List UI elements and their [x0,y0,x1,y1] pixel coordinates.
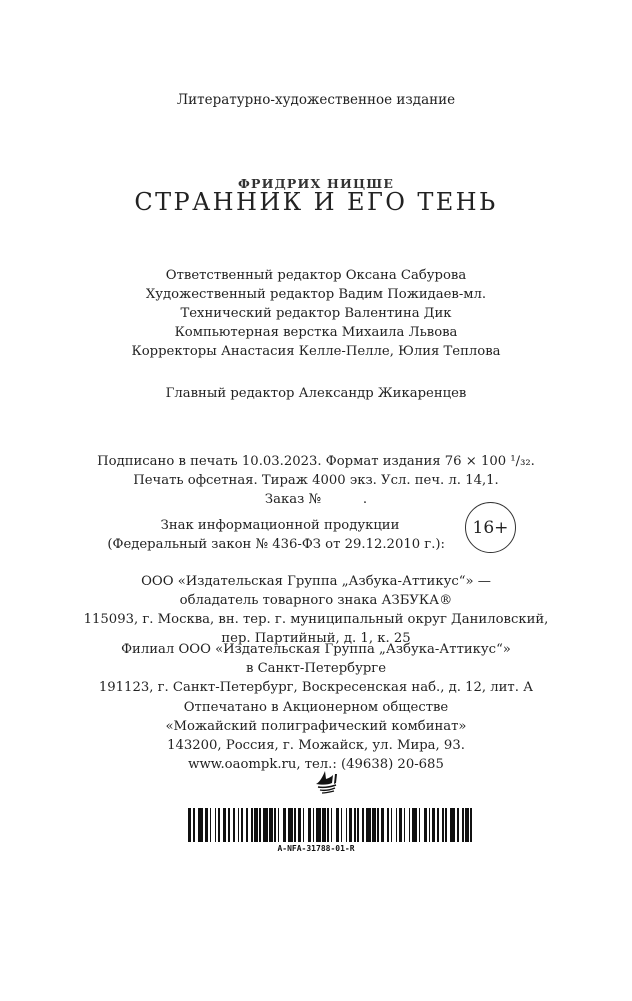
publisher-block [0,572,632,648]
edition-type: Литературно-художественное издание [176,92,456,108]
info-sign-line: (Федеральный закон № 436-ФЗ от 29.12.2010 г.): [107,537,445,552]
barcode-text: A-NFA-31788-01-R [277,844,355,853]
credit-line: Компьютерная верстка Михаила Львова [174,325,458,340]
publisher-line: обладатель товарного знака АЗБУКА® [179,593,453,608]
printer-line: www.oaompk.ru, тел.: (49638) 20-685 [188,757,444,772]
barcode [188,808,476,842]
print-info-line: Печать офсетная. Тираж 4000 экз. Усл. печ. л. 14,1. [133,473,499,488]
print-info-line: Заказ № . [264,492,368,507]
credit-line: Художественный редактор Вадим Пожидаев-мл. [145,287,487,302]
printer-line: «Можайский полиграфический комбинат» [165,719,467,734]
info-sign-line: Знак информационной продукции [160,518,400,533]
author-name: ФРИДРИХ НИЦШЕ [237,176,395,191]
age-rating-badge: 16+ [465,502,516,553]
branch-block [0,640,632,697]
print-info-block [0,452,632,509]
book-title: СТРАННИК И ЕГО ТЕНЬ [134,188,498,216]
publisher-line: ООО «Издательская Группа „Азбука-Аттикус“» — [141,574,491,589]
credit-line: Корректоры Анастасия Келле-Пелле, Юлия Теплова [131,344,501,359]
credit-line: Технический редактор Валентина Дик [180,306,452,321]
printer-logo-icon [314,770,340,794]
print-info-line: Подписано в печать 10.03.2023. Формат издания 76 × 100 ¹/₃₂. [97,454,535,469]
credits-block [0,266,632,361]
publisher-line: 115093, г. Москва, вн. тер. г. муниципальный округ Даниловский, [83,612,549,627]
publisher-line: пер. Партийный, д. 1, к. 25 [221,631,411,646]
printer-block [0,698,632,774]
printer-line: Отпечатано в Акционерном обществе [183,700,449,715]
branch-line: 191123, г. Санкт-Петербург, Воскресенская наб., д. 12, лит. А [98,680,534,695]
chief-editor: Главный редактор Александр Жикаренцев [165,386,467,401]
branch-line: в Санкт-Петербурге [245,661,387,676]
info-sign-block [75,516,445,554]
branch-line: Филиал ООО «Издательская Группа „Азбука-Аттикус“» [121,642,511,657]
printer-line: 143200, Россия, г. Можайск, ул. Мира, 93. [167,738,465,753]
credit-line: Ответственный редактор Оксана Сабурова [165,268,467,283]
